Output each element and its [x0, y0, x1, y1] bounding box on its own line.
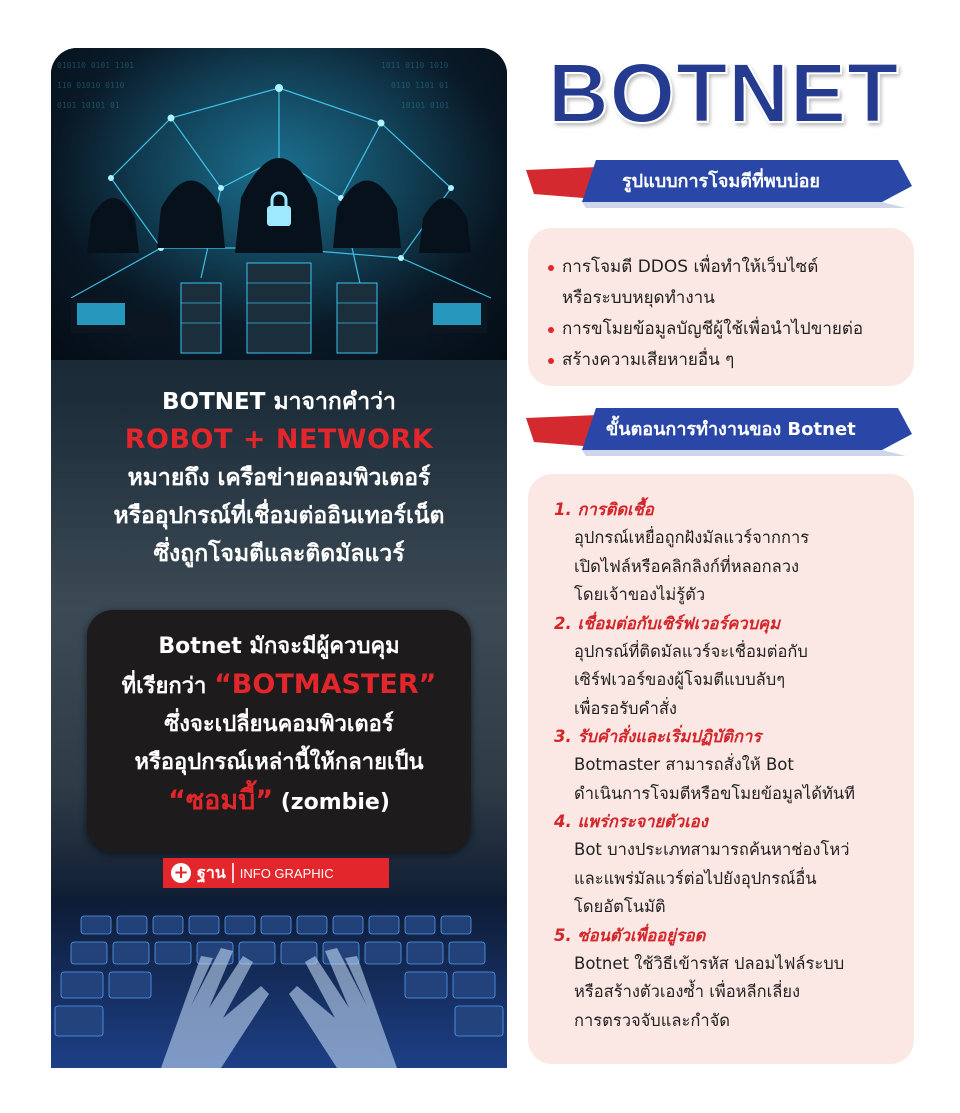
- step-3: [554, 723, 900, 808]
- section-title-attack-types: รูปแบบการโจมตีที่พบบ่อย: [622, 171, 820, 192]
- step-4-line-3: โดยอัตโนมัติ: [574, 897, 666, 916]
- svg-text:1011 0110 1010: 1011 0110 1010: [381, 61, 449, 70]
- step-1-title: 1. การติดเชื้อ: [554, 500, 654, 519]
- intro-line-4: หรืออุปกรณ์ที่เชื่อมต่ออินเทอร์เน็ต: [113, 503, 445, 529]
- botmaster-callout: [87, 610, 471, 852]
- callout-line-3: ซึ่งจะเปลี่ยนคอมพิวเตอร์: [164, 712, 394, 737]
- intro-text-block: [51, 383, 507, 573]
- botmaster-accent: “BOTMASTER”: [214, 669, 437, 700]
- zombie-accent: “ซอมบี้”: [168, 785, 274, 816]
- svg-text:110 01010 0110: 110 01010 0110: [57, 81, 125, 90]
- step-5-line-2: หรือสร้างตัวเองซ้ำ เพื่อหลีกเลี่ยง: [574, 982, 801, 1001]
- step-2-title: 2. เชื่อมต่อกับเซิร์ฟเวอร์ควบคุม: [554, 613, 780, 633]
- attack-item-ddos-line2: หรือระบบหยุดทำงาน: [562, 288, 715, 308]
- svg-text:0101 10101 01: 0101 10101 01: [57, 101, 120, 110]
- workflow-steps-card: [528, 474, 914, 1064]
- callout-line-2-prefix: ที่เรียกว่า: [121, 674, 207, 699]
- step-3-line-1: Botmaster สามารถสั่งให้ Bot: [574, 755, 794, 774]
- network-hero-svg: [51, 48, 507, 360]
- step-4: [554, 808, 900, 922]
- hacker-network-illustration: [51, 48, 507, 360]
- section-title-workflow: ขั้นตอนการทำงานของ Botnet: [606, 419, 856, 440]
- svg-text:0110 1101 01: 0110 1101 01: [391, 81, 449, 90]
- attack-item-ddos-line1: การโจมตี DDOS เพื่อทำให้เว็บไซต์: [562, 257, 819, 277]
- step-2-line-1: อุปกรณ์ที่ติดมัลแวร์จะเชื่อมต่อกับ: [574, 641, 808, 661]
- callout-line-1: Botnet มักจะมีผู้ควบคุม: [158, 634, 400, 659]
- keyboard-svg: [51, 896, 507, 1068]
- step-5-line-1: Botnet ใช้วิธีเข้ารหัส ปลอมไฟล์ระบบ: [574, 953, 845, 973]
- step-2-line-3: เพื่อรอรับคำสั่ง: [574, 698, 677, 718]
- svg-text:10101 0101: 10101 0101: [401, 101, 450, 110]
- section-header-attack-types: [526, 158, 916, 210]
- step-4-title: 4. แพร่กระจายตัวเอง: [554, 812, 708, 831]
- step-2: [554, 610, 900, 724]
- brand-logo: ฐาน: [197, 862, 226, 882]
- intro-line-1: BOTNET มาจากคำว่า: [162, 389, 396, 415]
- step-1: [554, 496, 900, 610]
- step-5: [554, 922, 900, 1036]
- step-2-line-2: เซิร์ฟเวอร์ของผู้โจมตีแบบลับๆ: [574, 670, 786, 689]
- brand-divider: [232, 863, 234, 883]
- intro-line-5: ซึ่งถูกโจมตีและติดมัลแวร์: [153, 541, 405, 567]
- svg-text:010110 0101 1101: 010110 0101 1101: [57, 61, 135, 70]
- attack-item-data-theft: [548, 314, 902, 345]
- intro-accent-robot-network: ROBOT + NETWORK: [124, 424, 434, 455]
- step-3-line-2: ดำเนินการโจมตีหรือขโมยข้อมูลได้ทันที: [574, 783, 855, 803]
- attack-item-other-damage: [548, 345, 902, 376]
- brand-logo-bar: [163, 858, 389, 888]
- attack-item-other-damage-text: สร้างความเสียหายอื่น ๆ: [562, 350, 735, 370]
- step-1-line-2: เปิดไฟล์หรือคลิกลิงก์ที่หลอกลวง: [574, 556, 800, 576]
- attack-item-data-theft-text: การขโมยข้อมูลบัญชีผู้ใช้เพื่อนำไปขายต่อ: [562, 319, 864, 339]
- step-5-line-3: การตรวจจับและกำจัด: [574, 1010, 731, 1030]
- callout-line-2: [87, 666, 471, 706]
- attack-item-ddos: [548, 252, 902, 314]
- page-title: BOTNET: [548, 46, 900, 140]
- step-3-title: 3. รับคำสั่งและเริ่มปฏิบัติการ: [554, 727, 762, 746]
- step-1-line-1: อุปกรณ์เหยื่อถูกฝังมัลแวร์จากการ: [574, 528, 810, 547]
- step-1-line-3: โดยเจ้าของไม่รู้ตัว: [574, 585, 706, 604]
- section-header-workflow: [526, 406, 916, 458]
- callout-line-5: [87, 782, 471, 822]
- callout-line-4: หรืออุปกรณ์เหล่านี้ให้กลายเป็น: [134, 750, 424, 775]
- left-info-panel: [51, 48, 507, 1068]
- brand-tag: INFO GRAPHIC: [239, 865, 334, 881]
- plus-icon: +: [171, 863, 191, 883]
- step-5-title: 5. ซ่อนตัวเพื่ออยู่รอด: [554, 925, 706, 945]
- keyboard-hands-illustration: [51, 896, 507, 1068]
- attack-types-card: [528, 228, 914, 386]
- step-4-line-1: Bot บางประเภทสามารถค้นหาช่องโหว่: [574, 840, 850, 859]
- step-4-line-2: และแพร่มัลแวร์ต่อไปยังอุปกรณ์อื่น: [574, 868, 817, 888]
- intro-line-3: หมายถึง เครือข่ายคอมพิวเตอร์: [127, 465, 431, 491]
- zombie-english: (zombie): [280, 790, 390, 815]
